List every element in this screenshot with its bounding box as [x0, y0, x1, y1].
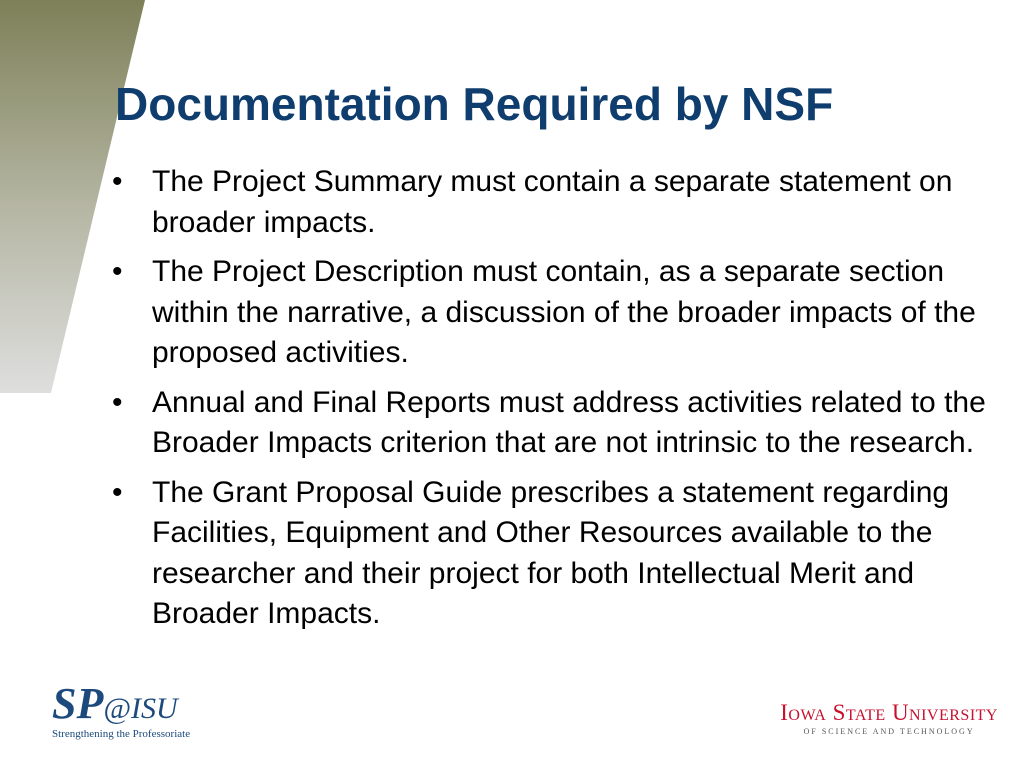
sp-isu-logo-suffix: @ISU: [103, 692, 178, 725]
bullet-text: The Project Description must contain, as a separate section within the narrative, a discussion of the broader impacts of the proposed activities.: [152, 255, 976, 369]
slide-title: Documentation Required by NSF: [115, 78, 834, 130]
bullet-text: The Grant Proposal Guide prescribes a statement regarding Facilities, Equipment and Other Resources available to the researcher and their project for both Intellectual Merit and Broader Impacts.: [152, 475, 950, 630]
bullet-dot: •: [112, 255, 123, 288]
bullet-list: [112, 162, 992, 644]
sp-isu-logo-main: SP: [52, 679, 104, 728]
bullet-dot: •: [112, 165, 123, 198]
bullet-item: [112, 162, 992, 243]
bullet-item: [112, 252, 992, 374]
iowa-state-name: Iowa State University: [780, 700, 998, 725]
bullet-text: The Project Summary must contain a separate statement on broader impacts.: [152, 165, 953, 239]
bullet-dot: •: [112, 385, 123, 419]
sp-isu-logo-mark: [52, 679, 222, 728]
bullet-dot: •: [112, 475, 123, 509]
bullet-text: Annual and Final Reports must address activities related to the Broader Impacts criterion that are not intrinsic to the research.: [152, 385, 986, 459]
bullet-item: [112, 383, 992, 464]
sp-isu-logo: [52, 679, 222, 744]
iowa-state-subtitle: OF SCIENCE AND TECHNOLOGY: [803, 727, 975, 736]
iowa-state-logo: [780, 700, 998, 736]
bullet-item: [112, 473, 992, 635]
sp-isu-tagline: Strengthening the Professoriate: [52, 728, 191, 740]
